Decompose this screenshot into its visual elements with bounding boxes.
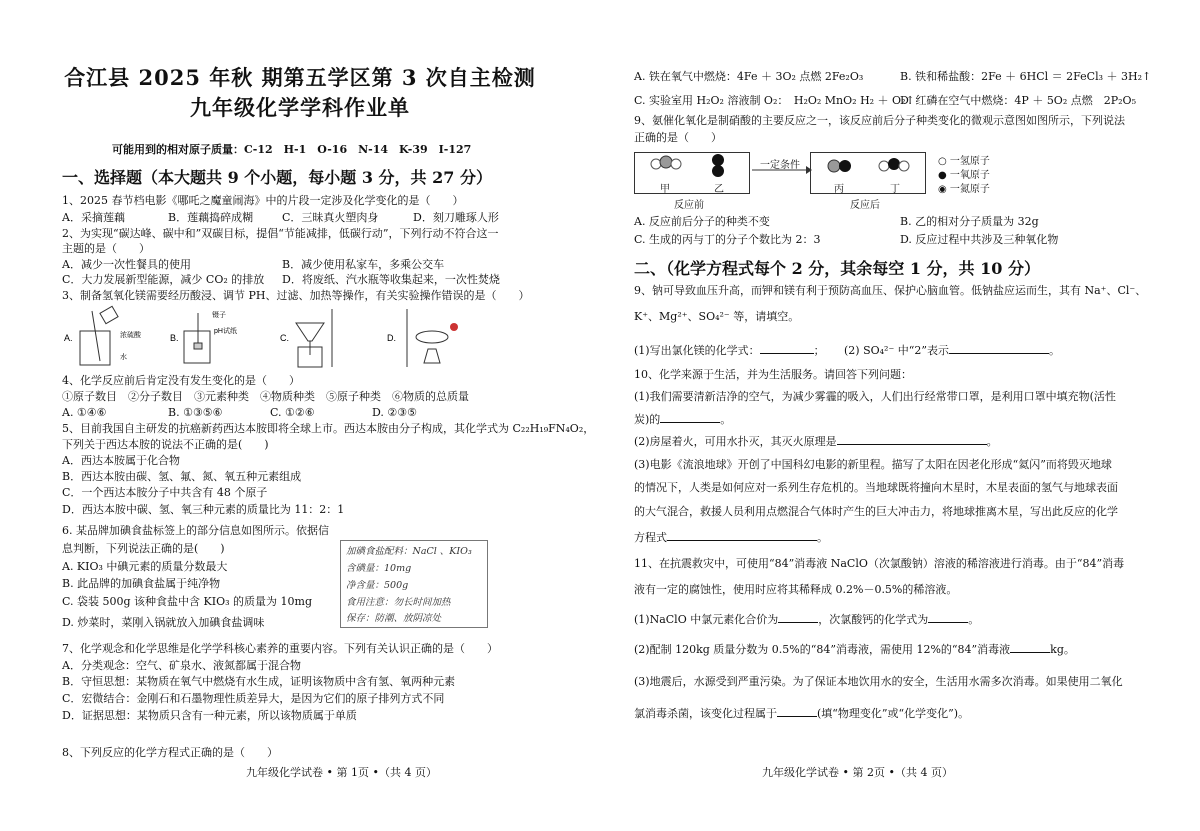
label-bing: 丙 <box>834 184 844 195</box>
q3-label-a: A. <box>64 333 73 343</box>
q8-option-c: C. 实验室用 H₂O₂ 溶液制 O₂： H₂O₂ MnO₂ H₂ ＋ O₂↑ <box>634 94 915 107</box>
question-9-part2: 9、钠可导致血压升高，而钾和镁有利于预防高血压、保护心脑血管。低钠盐应运而生，其有 Na⁺、Cl⁻、 <box>634 284 1147 297</box>
question-2: 2、为实现“碳达峰、碳中和”双碳目标，提倡“节能减排，低碳行动”，下列行动不符合这一 <box>62 227 499 240</box>
q3-figures <box>62 303 482 371</box>
label-condition: 一定条件 <box>760 160 800 171</box>
dish-d <box>416 331 448 343</box>
atomic-masses: 可能用到的相对原子质量：C-12 H-1 O-16 N-14 K-39 I-127 <box>112 143 472 156</box>
question-4: 4、化学反应前后肯定没有发生变化的是（ ） <box>62 374 300 387</box>
q9-option-d: D. 反应过程中共涉及三种氧化物 <box>900 233 1059 246</box>
q2-option-c: C．大力发展新型能源，减少 CO₂ 的排放 <box>62 273 265 286</box>
q3-text-tweezers: 镊子 <box>212 312 226 319</box>
q11-sub3-cont <box>634 706 969 720</box>
o-atom <box>839 160 851 172</box>
page-2 <box>600 0 1200 831</box>
question-3: 3、制备氢氧化镁需要经历酸浸、调节 PH、过滤、加热等操作，有关实验操作错误的是（ ） <box>62 289 530 302</box>
q3-text-ph-paper: pH试纸 <box>214 328 237 335</box>
q10-sub3-end: 。 <box>817 531 828 544</box>
q8-option-b: B. 铁和稀盐酸：2Fe ＋ 6HCl ＝ 2FeCl₃ ＋ 3H₂↑ <box>900 70 1152 83</box>
arrow-head <box>806 166 812 174</box>
q2-option-a: A．减少一次性餐具的使用 <box>62 258 191 271</box>
q10-sub2 <box>634 434 998 448</box>
salt-label-line: 保存：防潮、放阴凉处 <box>346 613 442 624</box>
q9-sub2 <box>844 343 1060 357</box>
q1-option-b: B．莲藕捣碎成糊 <box>168 211 254 224</box>
q4-option-c: C. ①②⑥ <box>270 406 315 419</box>
exam-title: 合江县 2025 年秋 期第五学区第 3 次自主检测 <box>64 65 536 90</box>
q10-sub3-cont2: 的大气混合，救援人员利用点燃混合气体时产生的巨大冲击力，将地球推离木星，写出此反应的化学 <box>634 505 1118 518</box>
q10-sub2-end: 。 <box>986 435 998 448</box>
q10-sub1-cont <box>634 412 731 426</box>
label-ding: 丁 <box>890 184 900 195</box>
ph-paper-b <box>194 343 202 349</box>
q9-option-c: C. 生成的丙与丁的分子个数比为 2：3 <box>634 233 821 246</box>
salt-label-line: 食用注意：勿长时间加热 <box>346 597 451 608</box>
answer-blank[interactable] <box>660 412 720 423</box>
answer-blank[interactable] <box>760 343 814 354</box>
question-1: 1、2025 春节档电影《哪吒之魔童闹海》中的片段一定涉及化学变化的是（ ） <box>62 194 464 207</box>
q11-sub2-text: (2)配制 120kg 质量分数为 0.5%的“84”消毒液，需使用 12%的“84”消毒液 <box>634 643 1011 656</box>
q3-label-b: B. <box>170 333 179 343</box>
q6-option-b: B. 此品牌的加碘食盐属于纯净物 <box>62 577 221 590</box>
q11-sub3: (3)地震后，水源受到严重污染。为了保证本地饮用水的安全，生活用水需多次消毒。如果使用二氧化 <box>634 675 1123 688</box>
q6-option-d: D. 炒菜时，菜刚入锅就放入加碘食盐调味 <box>62 616 265 629</box>
q8-option-d: D. 红磷在空气中燃烧：4P ＋ 5O₂ 点燃 2P₂O₅ <box>900 94 1136 107</box>
q10-sub1-text: 炭)的 <box>634 413 661 426</box>
q9-sub1-end: ； <box>813 344 825 357</box>
q1-option-c: C．三昧真火塑肉身 <box>282 211 379 224</box>
question-9-part2-cont: K⁺、Mg²⁺、SO₄²⁻ 等，请填空。 <box>634 310 800 323</box>
h-atom <box>899 161 909 171</box>
o-atom <box>712 154 724 166</box>
q8-option-a: A. 铁在氧气中燃烧：4Fe ＋ 3O₂ 点燃 2Fe₂O₃ <box>634 70 864 83</box>
question-6-cont: 息判断，下列说法正确的是( ) <box>62 542 225 555</box>
q10-sub2-text: (2)房屋着火，可用水扑灭，其灭火原理是 <box>634 435 837 448</box>
question-9: 9、氨催化氧化是制硝酸的主要反应之一，该反应前后分子种类变化的微观示意图如图所示，下列说法 <box>634 114 1125 127</box>
q7-option-d: D．证据思想：某物质只含有一种元素，所以该物质属于单质 <box>62 709 357 722</box>
q11-sub1-text: (1)NaClO 中氯元素化合价为 <box>634 613 779 626</box>
q9-option-a: A. 反应前后分子的种类不变 <box>634 215 770 228</box>
question-6: 6. 某品牌加碘食盐标签上的部分信息如图所示。依据信 <box>62 524 329 537</box>
q2-option-b: B．减少使用私家车，多乘公交车 <box>282 258 445 271</box>
salt-label-line: 加碘食盐配料：NaCl 、KIO₃ <box>346 546 472 557</box>
h-atom <box>651 159 661 169</box>
label-yi: 乙 <box>714 184 724 195</box>
beaker-a <box>80 331 110 365</box>
question-5-cont: 下列关于西达本胺的说法不正确的是( ) <box>62 438 269 451</box>
bottle-a <box>100 306 118 323</box>
answer-blank[interactable] <box>778 612 818 623</box>
legend-hydrogen: ○ 一氢原子 <box>938 156 990 167</box>
q11-sub2 <box>634 642 1075 656</box>
q9-sub1 <box>634 343 825 357</box>
q7-option-b: B．守恒思想：某物质在氧气中燃烧有水生成，证明该物质中含有氢、氧两种元素 <box>62 675 456 688</box>
q5-option-c: C．一个西达本胺分子中共含有 48 个原子 <box>62 486 268 499</box>
h-atom <box>879 161 889 171</box>
q3-text-conc-acid: 浓硫酸 <box>120 332 141 339</box>
n-atom <box>828 160 840 172</box>
lamp-d <box>424 349 440 363</box>
q1-option-d: D．刻刀雕琢人形 <box>413 211 499 224</box>
q9-sub2-text: (2) SO₄²⁻ 中“2”表示 <box>844 344 949 357</box>
answer-blank[interactable] <box>667 530 817 541</box>
q3-label-d: D. <box>387 333 396 343</box>
question-2-cont: 主题的是（ ） <box>62 242 150 255</box>
q5-option-b: B．西达本胺由碳、氢、氟、氮、氧五种元素组成 <box>62 470 302 483</box>
q9-sub2-end: 。 <box>1049 344 1060 357</box>
q10-sub3-cont1: 的情况下，人类是如何应对一系列生存危机的。当地球既将撞向木星时，木星表面的氢气与地球表面 <box>634 481 1118 494</box>
q11-sub1 <box>634 612 979 626</box>
glass-rod-a <box>92 311 100 361</box>
q9-option-b: B. 乙的相对分子质量为 32g <box>900 215 1039 228</box>
q3-text-water: 水 <box>120 354 127 361</box>
section-2-heading: 二、（化学方程式每个 2 分，其余每空 1 分，共 10 分） <box>634 259 1040 278</box>
q6-option-a: A. KIO₃ 中碘元素的质量分数最大 <box>62 560 228 573</box>
legend-nitrogen: ◉ 一氮原子 <box>938 184 990 195</box>
q11-sub1-mid: ，次氯酸钙的化学式为 <box>818 613 929 626</box>
q3-label-c: C. <box>280 333 289 343</box>
salt-label-line: 含碘量：10mg <box>346 563 412 574</box>
q4-option-d: D. ②③⑤ <box>372 406 418 419</box>
funnel-c <box>296 323 324 341</box>
exam-subtitle: 九年级化学学科作业单 <box>190 95 410 120</box>
q10-sub1: (1)我们需要清新洁净的空气，为减少雾霾的吸入，人们出行经常带口罩，是利用口罩中填充物(活性 <box>634 390 1116 403</box>
question-5: 5、目前我国自主研发的抗癌新药西达本胺即将全球上市。西达本胺由分子构成，其化学式为 C₂₂H₁₉FN₄O₂， <box>62 422 595 435</box>
label-before: 反应前 <box>674 200 704 211</box>
label-jia: 甲 <box>660 184 670 195</box>
salt-label-line: 净含量：500g <box>346 580 409 591</box>
q11-sub3-end: (填“物理变化”或“化学变化”)。 <box>817 707 970 720</box>
page-footer-2: 九年级化学试卷 • 第 2页 •（共 4 页） <box>762 766 953 779</box>
q5-option-d: D．西达本胺中碳、氢、氧三种元素的质量比为 11：2：1 <box>62 503 345 516</box>
question-11-cont: 液有一定的腐蚀性，使用时应将其稀释成 0.2%－0.5%的稀溶液。 <box>634 583 958 596</box>
q11-sub1-end: 。 <box>968 613 980 626</box>
q10-sub3-cont3 <box>634 530 828 544</box>
q2-option-d: D．将废纸、汽水瓶等收集起来，一次性焚烧 <box>282 273 500 286</box>
salt-label-box <box>340 540 488 628</box>
answer-blank[interactable] <box>777 706 817 717</box>
q11-sub2-end: kg。 <box>1050 643 1075 656</box>
legend-oxygen: ● 一氧原子 <box>938 170 990 181</box>
n-atom <box>660 156 672 168</box>
question-10: 10、化学来源于生活，并为生活服务。请回答下列问题： <box>634 368 912 381</box>
q6-option-c: C. 袋装 500g 该种食盐中含 KIO₃ 的质量为 10mg <box>62 595 312 608</box>
clamp-d <box>450 323 458 331</box>
q11-sub3-text: 氯消毒杀菌，该变化过程属于 <box>634 707 777 720</box>
section-1-heading: 一、选择题（本大题共 9 个小题，每小题 3 分，共 27 分） <box>62 168 492 187</box>
q7-option-c: C．宏微结合：金刚石和石墨物理性质差异大，是因为它们的原子排列方式不同 <box>62 692 445 705</box>
q4-option-b: B. ①③⑤⑥ <box>168 406 223 419</box>
q4-items: ①原子数目 ②分子数目 ③元素种类 ④物质种类 ⑤原子种类 ⑥物质的总质量 <box>62 390 469 403</box>
question-11: 11、在抗震救灾中，可使用“84”消毒液 NaClO（次氯酸钠）溶液的稀溶液进行消毒。由于“84”消毒 <box>634 557 1125 570</box>
reaction-diagram <box>634 150 1194 210</box>
q1-option-a: A．采摘莲藕 <box>62 211 125 224</box>
q10-sub3-text: 方程式 <box>634 531 667 544</box>
page-footer-1: 九年级化学试卷 • 第 1页 •（共 4 页） <box>246 766 437 779</box>
question-8: 8、下列反应的化学方程式正确的是（ ） <box>62 746 278 759</box>
q4-option-a: A. ①④⑥ <box>62 406 107 419</box>
question-9-cont: 正确的是（ ） <box>634 131 722 144</box>
label-after: 反应后 <box>850 200 880 211</box>
q7-option-a: A．分类观念：空气、矿泉水、液氮都属于混合物 <box>62 659 301 672</box>
o-atom <box>888 158 900 170</box>
question-7: 7、化学观念和化学思维是化学学科核心素养的重要内容。下列有关认识正确的是（ ） <box>62 642 498 655</box>
answer-blank[interactable] <box>837 434 987 445</box>
answer-blank[interactable] <box>1010 642 1050 653</box>
q9-sub1-text: (1)写出氯化镁的化学式： <box>634 344 760 357</box>
q5-option-a: A．西达本胺属于化合物 <box>62 454 180 467</box>
h-atom <box>671 159 681 169</box>
q10-sub3: (3)电影《流浪地球》开创了中国科幻电影的新里程。描写了太阳在因老化形成“氦闪”而将毁灭地球 <box>634 458 1112 471</box>
o-atom <box>712 165 724 177</box>
q10-sub1-end: 。 <box>720 413 732 426</box>
answer-blank[interactable] <box>949 343 1049 354</box>
answer-blank[interactable] <box>928 612 968 623</box>
